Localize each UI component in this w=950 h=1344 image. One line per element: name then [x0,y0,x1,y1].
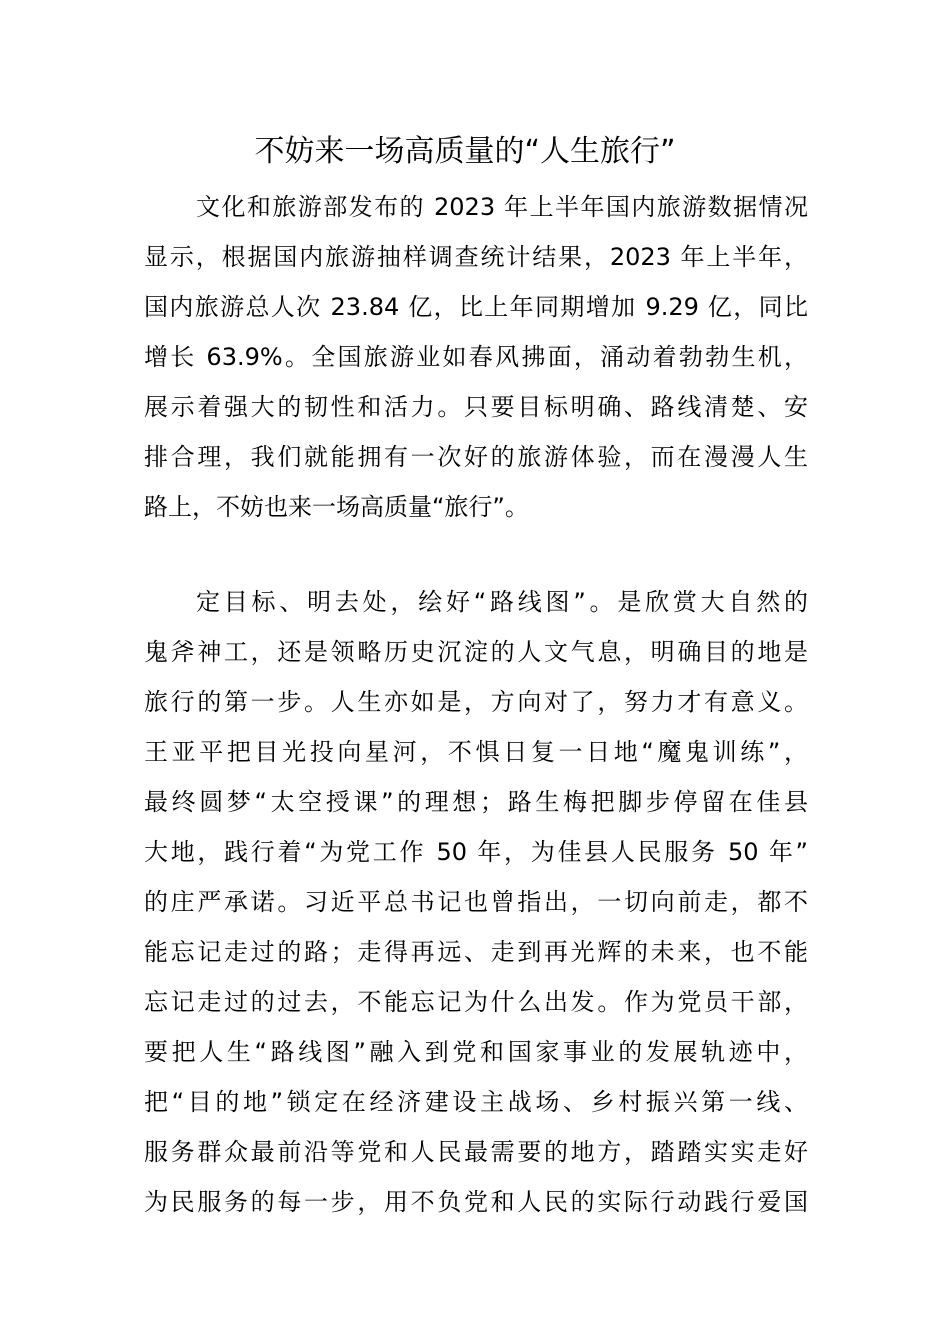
paragraph-line: 增长 63.9%。全国旅游业如春风拂面，涌动着勃勃生机， [144,343,808,371]
paragraph-line: 忘记走过的过去，不能忘记为什么出发。作为党员干部， [144,988,808,1016]
paragraph-line: 路上，不妨也来一场高质量“旅行”。 [144,493,529,521]
paragraph-line: 要把人生“路线图”融入到党和国家事业的发展轨迹中， [144,1038,808,1066]
paragraph-line: 显示，根据国内旅游抽样调查统计结果，2023 年上半年， [144,243,808,271]
paragraph-line: 排合理，我们就能拥有一次好的旅游体验，而在漫漫人生 [144,443,808,471]
paragraph-line: 文化和旅游部发布的 2023 年上半年国内旅游数据情况 [196,193,808,221]
paragraph-line: 把“目的地”锁定在经济建设主战场、乡村振兴第一线、 [144,1088,808,1116]
paragraph-line: 定目标、明去处，绘好“路线图”。是欣赏大自然的 [196,588,808,616]
paragraph-line: 展示着强大的韧性和活力。只要目标明确、路线清楚、安 [144,393,808,421]
document-title: 不妨来一场高质量的“人生旅行” [254,134,676,169]
paragraph-line: 鬼斧神工，还是领略历史沉淀的人文气息，明确目的地是 [144,638,808,666]
paragraph-line: 王亚平把目光投向星河，不惧日复一日地“魔鬼训练”， [144,738,808,766]
paragraph-line: 大地，践行着“为党工作 50 年，为佳县人民服务 50 年” [144,838,808,866]
paragraph-line: 国内旅游总人次 23.84 亿，比上年同期增加 9.29 亿，同比 [144,293,808,321]
paragraph-line: 最终圆梦“太空授课”的理想；路生梅把脚步停留在佳县 [144,788,808,816]
paragraph-line: 服务群众最前沿等党和人民最需要的地方，踏踏实实走好 [144,1138,808,1166]
paragraph-line: 能忘记走过的路；走得再远、走到再光辉的未来，也不能 [144,938,808,966]
paragraph-line: 的庄严承诺。习近平总书记也曾指出，一切向前走，都不 [144,888,808,916]
paragraph-2 [144,577,808,1227]
paragraph-1 [144,182,808,532]
paragraph-line: 旅行的第一步。人生亦如是，方向对了，努力才有意义。 [144,688,808,716]
paragraph-line: 为民服务的每一步，用不负党和人民的实际行动践行爱国 [144,1188,808,1216]
